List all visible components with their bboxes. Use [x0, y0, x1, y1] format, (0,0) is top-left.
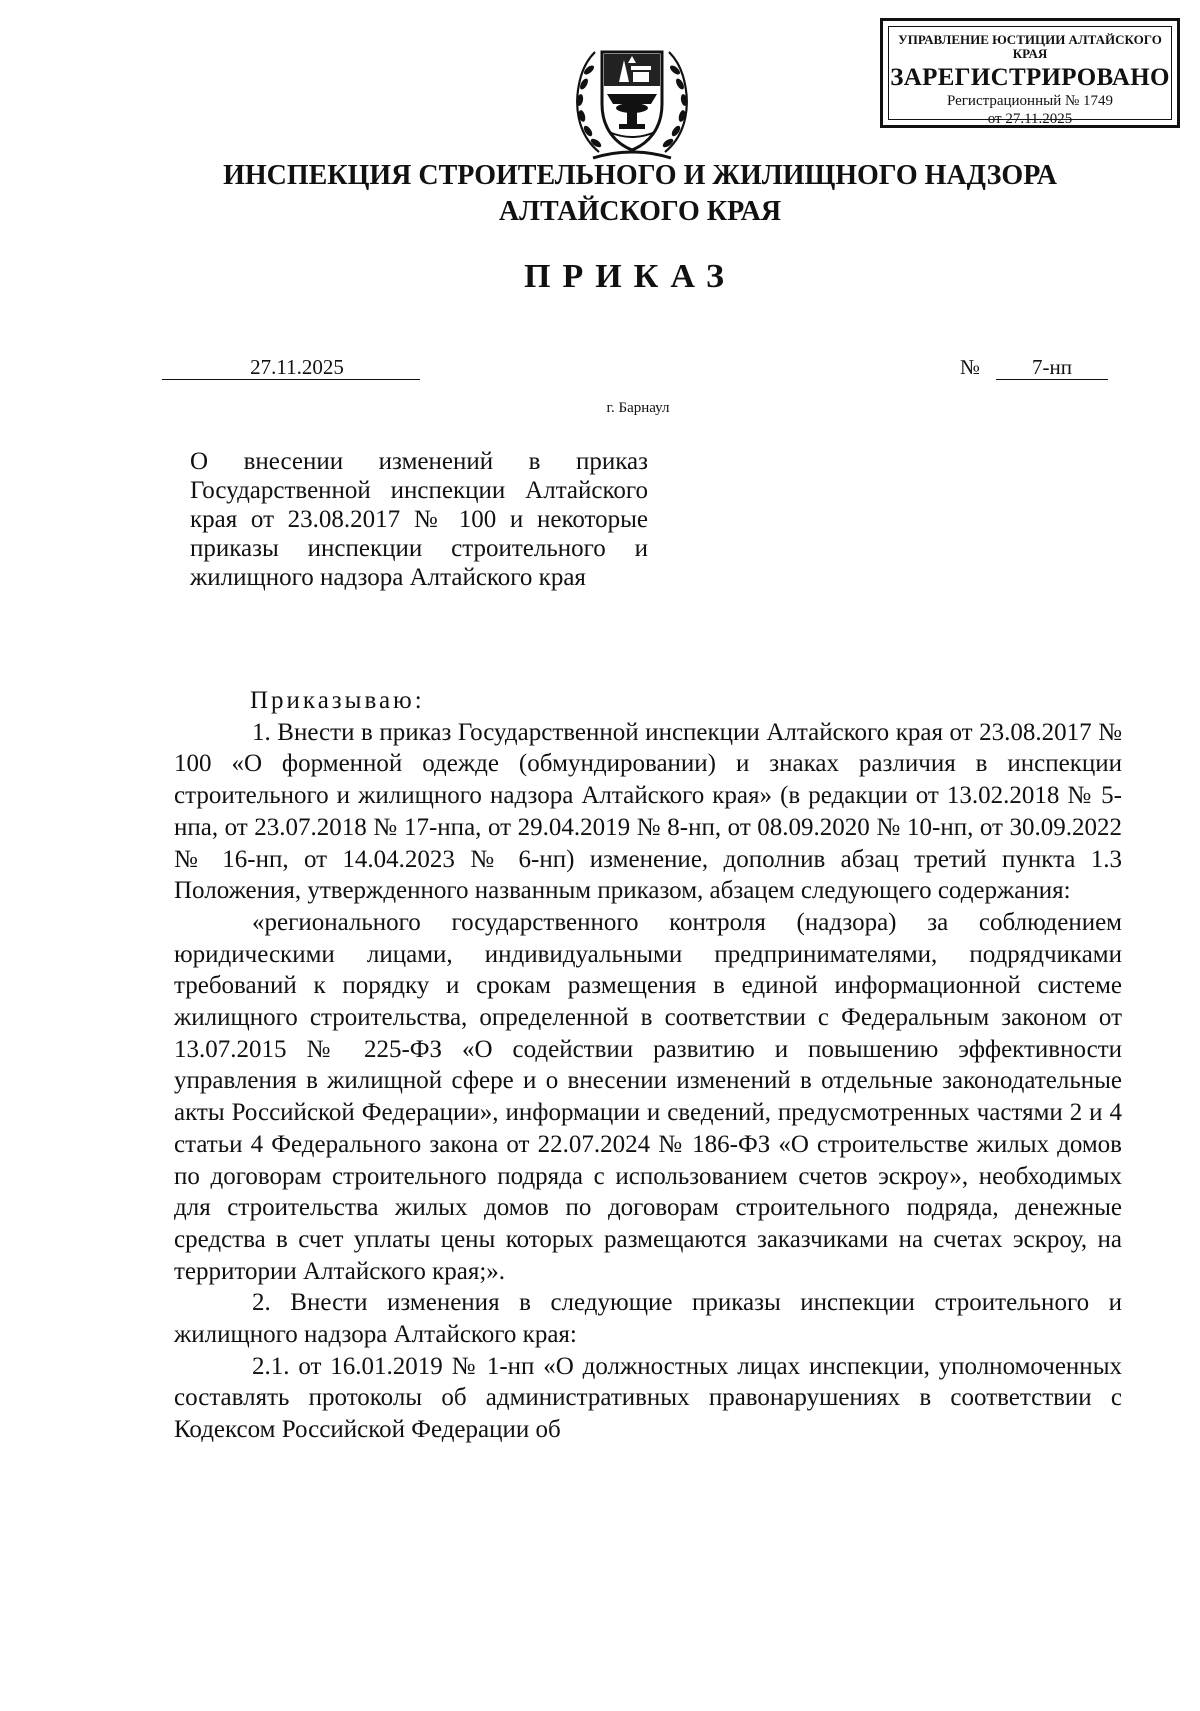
document-subject: О внесении изменений в приказ Государственной инспекции Алтайского края от 23.08.2017 № 100 и некоторые приказы инспекции строительного и жилищного надзора Алтайского края: [190, 448, 648, 591]
paragraph-item-1: 1. Внести в приказ Государственной инспекции Алтайского края от 23.08.2017 № 100 «О форменной одежде (обмундировании) и знаках различия в инспекции строительного и жилищного надзора Алтайского края» (в редакции от 13.02.2018 № 5-нпа, от 23.07.2018 № 17-нпа, от 29.04.2019 № 8-нп, от 08.09.2020 № 10-нп, от 30.09.2022 № 16-нп, от 14.04.2023 № 6-нп) изменение, дополнив абзац третий пункта 1.3 Положения, утвержденного названным приказом, абзацем следующего содержания:: [174, 718, 1122, 905]
altai-krai-coat-of-arms-icon: [569, 34, 695, 164]
document-body: [174, 685, 1122, 1446]
paragraph-item-2-1: 2.1. от 16.01.2019 № 1-нп «О должностных лицах инспекции, уполномоченных составлять протоколы об административных правонарушениях в соответствии с Кодексом Российской Федерации об: [174, 1352, 1122, 1444]
issuer-title: [0, 158, 1200, 230]
issuer-title-line-1: ИНСПЕКЦИЯ СТРОИТЕЛЬНОГО И ЖИЛИЩНОГО НАДЗОРА: [223, 160, 1057, 191]
document-date: 27.11.2025: [162, 355, 420, 380]
registration-stamp-inner-border: [888, 26, 1172, 127]
city: г. Барнаул: [606, 400, 670, 416]
document-number: 7-нп: [996, 355, 1108, 380]
stamp-registration-number: Регистрационный № 1749: [946, 93, 1114, 109]
document-type: ПРИКАЗ: [524, 258, 736, 295]
stamp-status: ЗАРЕГИСТРИРОВАНО: [890, 64, 1170, 91]
paragraph-quote: «регионального государственного контроля (надзора) за соблюдением юридическими лицами, индивидуальными предпринимателями, подрядчиками требований к порядку и срокам размещения в единой информационной системе жилищного строительства, определенной в соответствии с Федеральным законом от 13.07.2015 № 225-ФЗ «О содействии развитию и повышению эффективности управления в жилищной сфере и о внесении изменений в отдельные законодательные акты Российской Федерации», информации и сведений, предусмотренных частями 2 и 4 статьи 4 Федерального закона от 22.07.2024 № 186-ФЗ «О строительстве жилых домов по договорам строительного подряда с использованием счетов эскроу», необходимых для строительства жилых домов по договорам строительного подряда, денежные средства в счет уплаты цены которых размещаются заказчиками на счетах эскроу, на территории Алтайского края;».: [174, 908, 1122, 1285]
order-word: Приказываю:: [250, 687, 425, 714]
stamp-registration-date: от 27.11.2025: [987, 111, 1073, 127]
stamp-organization: УПРАВЛЕНИЕ ЮСТИЦИИ АЛТАЙСКОГО КРАЯ: [898, 32, 1162, 61]
issuer-title-line-2: АЛТАЙСКОГО КРАЯ: [498, 196, 782, 227]
document-number-sign: №: [960, 355, 981, 379]
registration-stamp: [880, 18, 1180, 128]
paragraph-item-2: 2. Внести изменения в следующие приказы инспекции строительного и жилищного надзора Алтайского края:: [174, 1289, 1122, 1349]
